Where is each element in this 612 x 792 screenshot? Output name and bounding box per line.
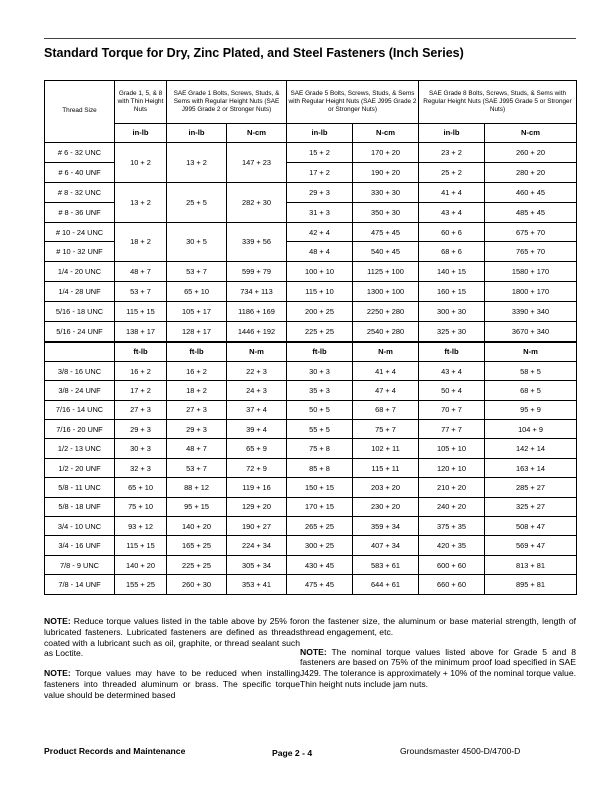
torque-value-cell: 225 + 25 (167, 555, 227, 574)
torque-value-cell: 47 + 4 (353, 381, 419, 400)
thread-size-cell: 1/2 - 20 UNF (45, 458, 115, 477)
torque-value-cell: 60 + 6 (419, 222, 485, 242)
torque-value-cell: 16 + 2 (167, 361, 227, 380)
thread-size-cell: 5/8 - 18 UNF (45, 497, 115, 516)
header-sae8: SAE Grade 8 Bolts, Screws, Studs, & Sems with Regular Height Nuts (SAE J995 Grade 5 or Stronger Nuts) (419, 81, 577, 124)
torque-value-cell: 93 + 12 (115, 517, 167, 536)
torque-value-cell: 203 + 20 (353, 478, 419, 497)
torque-value-cell: 129 + 20 (227, 497, 287, 516)
thread-size-cell: # 10 - 24 UNC (45, 222, 115, 242)
thread-size-cell: 5/16 - 24 UNF (45, 322, 115, 342)
torque-value-cell: 2250 + 280 (353, 302, 419, 322)
torque-value-cell: 72 + 9 (227, 458, 287, 477)
thread-size-cell: 1/2 - 13 UNC (45, 439, 115, 458)
header-row (45, 81, 577, 124)
torque-value-cell: 895 + 81 (485, 575, 577, 594)
torque-value-cell: 75 + 8 (287, 439, 353, 458)
torque-value-cell: 119 + 16 (227, 478, 287, 497)
torque-value-cell: 115 + 11 (353, 458, 419, 477)
table-row (45, 182, 577, 202)
torque-value-cell: 128 + 17 (167, 322, 227, 342)
unit-label: in-lb (115, 124, 167, 143)
thread-size-cell: # 8 - 36 UNF (45, 202, 115, 222)
torque-value-cell: 13 + 2 (115, 182, 167, 222)
torque-value-cell: 53 + 7 (115, 282, 167, 302)
torque-value-cell: 1186 + 169 (227, 302, 287, 322)
torque-value-cell: 55 + 5 (287, 420, 353, 439)
unit-label: N-m (353, 342, 419, 362)
table-row (45, 143, 577, 163)
footer-product-name: Groundsmaster 4500-D/4700-D (400, 746, 521, 756)
torque-value-cell: 140 + 15 (419, 262, 485, 282)
torque-value-cell: 24 + 3 (227, 381, 287, 400)
unit-label: N-m (485, 342, 577, 362)
units-row-lower (45, 342, 577, 362)
torque-value-cell: 170 + 15 (287, 497, 353, 516)
torque-value-cell: 23 + 2 (419, 143, 485, 163)
notes-right-column (300, 616, 576, 699)
unit-label: N-m (227, 342, 287, 362)
torque-value-cell: 120 + 10 (419, 458, 485, 477)
torque-value-cell: 339 + 56 (227, 222, 287, 262)
torque-value-cell: 300 + 25 (287, 536, 353, 555)
thread-size-cell: 3/8 - 16 UNC (45, 361, 115, 380)
torque-value-cell: 65 + 10 (167, 282, 227, 302)
torque-value-cell: 58 + 5 (485, 361, 577, 380)
torque-value-cell: 68 + 5 (485, 381, 577, 400)
top-rule (44, 38, 576, 39)
header-sae5: SAE Grade 5 Bolts, Screws, Studs, & Sems with Regular Height Nuts (SAE J995 Grade 2 or Stronger Nuts) (287, 81, 419, 124)
torque-value-cell: 1125 + 100 (353, 262, 419, 282)
footer-section-title: Product Records and Maintenance (44, 746, 186, 756)
torque-value-cell: 37 + 4 (227, 400, 287, 419)
torque-value-cell: 160 + 15 (419, 282, 485, 302)
torque-value-cell: 3390 + 340 (485, 302, 577, 322)
torque-value-cell: 29 + 3 (287, 182, 353, 202)
thread-size-cell: 3/4 - 16 UNF (45, 536, 115, 555)
unit-label: in-lb (419, 124, 485, 143)
torque-value-cell: 190 + 20 (353, 162, 419, 182)
thread-size-cell: 5/8 - 11 UNC (45, 478, 115, 497)
torque-value-cell: 29 + 3 (115, 420, 167, 439)
torque-value-cell: 350 + 30 (353, 202, 419, 222)
thread-size-cell: 7/16 - 14 UNC (45, 400, 115, 419)
torque-value-cell: 163 + 14 (485, 458, 577, 477)
torque-value-cell: 30 + 3 (287, 361, 353, 380)
table-row (45, 439, 577, 458)
torque-value-cell: 65 + 10 (115, 478, 167, 497)
unit-label: ft-lb (115, 342, 167, 362)
thread-size-cell: 3/8 - 24 UNF (45, 381, 115, 400)
torque-value-cell: 77 + 7 (419, 420, 485, 439)
note-nominal-torque: NOTE: The nominal torque values listed above for Grade 5 and 8 fasteners are based on 75% of the minimum proof load specified in SAE J429. The tolerance is approximately + 10% of the nominal torque value. Thin height nuts include jam nuts. (300, 646, 577, 689)
note-aluminum: NOTE: Torque values may have to be reduced when installing fasteners into threaded aluminum or brass. The specific torque value should be determined based (44, 668, 301, 700)
thread-size-cell: 5/16 - 18 UNC (45, 302, 115, 322)
torque-value-cell: 280 + 20 (485, 162, 577, 182)
torque-value-cell: 142 + 14 (485, 439, 577, 458)
torque-value-cell: 375 + 35 (419, 517, 485, 536)
table-row (45, 262, 577, 282)
unit-label: N-cm (353, 124, 419, 143)
torque-value-cell: 115 + 10 (287, 282, 353, 302)
torque-value-cell: 675 + 70 (485, 222, 577, 242)
torque-value-cell: 210 + 20 (419, 478, 485, 497)
table-row (45, 302, 577, 322)
torque-value-cell: 1300 + 100 (353, 282, 419, 302)
table-row (45, 478, 577, 497)
torque-value-cell: 102 + 11 (353, 439, 419, 458)
torque-value-cell: 265 + 25 (287, 517, 353, 536)
torque-value-cell: 285 + 27 (485, 478, 577, 497)
torque-value-cell: 29 + 3 (167, 420, 227, 439)
torque-value-cell: 540 + 45 (353, 242, 419, 262)
torque-value-cell: 35 + 3 (287, 381, 353, 400)
torque-value-cell: 13 + 2 (167, 143, 227, 183)
unit-label: in-lb (287, 124, 353, 143)
torque-value-cell: 230 + 20 (353, 497, 419, 516)
unit-label: ft-lb (167, 342, 227, 362)
torque-value-cell: 39 + 4 (227, 420, 287, 439)
unit-label-blank (45, 342, 115, 362)
torque-value-cell: 42 + 4 (287, 222, 353, 242)
torque-value-cell: 25 + 2 (419, 162, 485, 182)
note-lubricated: NOTE: Reduce torque values listed in the table above by 25% for lubricated fasteners. Lubricated fasteners are defined as threads coated with a lubricant such as oil, graphite, or thread sealant such as Loctite. (44, 616, 301, 659)
torque-value-cell: 75 + 10 (115, 497, 167, 516)
torque-value-cell: 1800 + 170 (485, 282, 577, 302)
torque-value-cell: 240 + 20 (419, 497, 485, 516)
torque-value-cell: 41 + 4 (353, 361, 419, 380)
torque-value-cell: 68 + 7 (353, 400, 419, 419)
torque-value-cell: 140 + 20 (115, 555, 167, 574)
torque-value-cell: 50 + 5 (287, 400, 353, 419)
table-row (45, 381, 577, 400)
torque-value-cell: 224 + 34 (227, 536, 287, 555)
torque-value-cell: 105 + 17 (167, 302, 227, 322)
torque-value-cell: 300 + 30 (419, 302, 485, 322)
header-grade1: Grade 1, 5, & 8 with Thin Height Nuts (115, 81, 167, 124)
lower-table-body (45, 342, 577, 594)
torque-value-cell: 569 + 47 (485, 536, 577, 555)
unit-label: N-cm (485, 124, 577, 143)
torque-value-cell: 115 + 15 (115, 536, 167, 555)
torque-value-cell: 48 + 7 (167, 439, 227, 458)
torque-value-cell: 105 + 10 (419, 439, 485, 458)
torque-value-cell: 475 + 45 (353, 222, 419, 242)
torque-value-cell: 734 + 113 (227, 282, 287, 302)
torque-value-cell: 200 + 25 (287, 302, 353, 322)
thread-size-cell: 3/4 - 10 UNC (45, 517, 115, 536)
torque-value-cell: 359 + 34 (353, 517, 419, 536)
torque-value-cell: 644 + 61 (353, 575, 419, 594)
torque-value-cell: 32 + 3 (115, 458, 167, 477)
torque-value-cell: 260 + 30 (167, 575, 227, 594)
torque-value-cell: 17 + 2 (287, 162, 353, 182)
header-sae1: SAE Grade 1 Bolts, Screws, Studs, & Sems with Regular Height Nuts (SAE J995 Grade 2 or Stronger Nuts) (167, 81, 287, 124)
torque-value-cell: 15 + 2 (287, 143, 353, 163)
table-row (45, 420, 577, 439)
torque-value-cell: 765 + 70 (485, 242, 577, 262)
torque-value-cell: 115 + 15 (115, 302, 167, 322)
torque-value-cell: 150 + 15 (287, 478, 353, 497)
torque-value-cell: 600 + 60 (419, 555, 485, 574)
torque-value-cell: 16 + 2 (115, 361, 167, 380)
torque-value-cell: 1446 + 192 (227, 322, 287, 342)
torque-value-cell: 43 + 4 (419, 361, 485, 380)
torque-value-cell: 165 + 25 (167, 536, 227, 555)
torque-value-cell: 508 + 47 (485, 517, 577, 536)
torque-value-cell: 95 + 9 (485, 400, 577, 419)
thread-size-cell: 1/4 - 28 UNF (45, 282, 115, 302)
torque-value-cell: 138 + 17 (115, 322, 167, 342)
torque-value-cell: 2540 + 280 (353, 322, 419, 342)
torque-value-cell: 17 + 2 (115, 381, 167, 400)
torque-value-cell: 68 + 6 (419, 242, 485, 262)
units-row-upper (45, 124, 577, 143)
torque-value-cell: 660 + 60 (419, 575, 485, 594)
thread-size-cell: 1/4 - 20 UNC (45, 262, 115, 282)
thread-size-cell: 7/16 - 20 UNF (45, 420, 115, 439)
torque-value-cell: 475 + 45 (287, 575, 353, 594)
torque-value-cell: 813 + 81 (485, 555, 577, 574)
torque-value-cell: 260 + 20 (485, 143, 577, 163)
unit-label: N-cm (227, 124, 287, 143)
header-thread-size: Thread Size (45, 81, 115, 143)
unit-label: in-lb (167, 124, 227, 143)
torque-value-cell: 583 + 61 (353, 555, 419, 574)
note-aluminum-continued: on the fastener size, the aluminum or base material strength, length of thread engagement, etc. (300, 616, 576, 637)
table-row (45, 497, 577, 516)
torque-value-cell: 75 + 7 (353, 420, 419, 439)
torque-value-cell: 27 + 3 (167, 400, 227, 419)
torque-value-cell: 282 + 30 (227, 182, 287, 222)
torque-value-cell: 30 + 5 (167, 222, 227, 262)
torque-value-cell: 18 + 2 (167, 381, 227, 400)
torque-value-cell: 407 + 34 (353, 536, 419, 555)
torque-value-cell: 48 + 4 (287, 242, 353, 262)
torque-value-cell: 225 + 25 (287, 322, 353, 342)
thread-size-cell: # 8 - 32 UNC (45, 182, 115, 202)
torque-value-cell: 85 + 8 (287, 458, 353, 477)
torque-value-cell: 460 + 45 (485, 182, 577, 202)
table-row (45, 222, 577, 242)
torque-value-cell: 27 + 3 (115, 400, 167, 419)
thread-size-cell: # 6 - 32 UNC (45, 143, 115, 163)
torque-value-cell: 3670 + 340 (485, 322, 577, 342)
thread-size-cell: 7/8 - 9 UNC (45, 555, 115, 574)
torque-value-cell: 147 + 23 (227, 143, 287, 183)
table-row (45, 361, 577, 380)
torque-value-cell: 1580 + 170 (485, 262, 577, 282)
torque-value-cell: 43 + 4 (419, 202, 485, 222)
unit-label: ft-lb (419, 342, 485, 362)
thread-size-cell: # 6 - 40 UNF (45, 162, 115, 182)
table-row (45, 575, 577, 594)
torque-value-cell: 30 + 3 (115, 439, 167, 458)
torque-value-cell: 170 + 20 (353, 143, 419, 163)
thread-size-cell: 7/8 - 14 UNF (45, 575, 115, 594)
torque-value-cell: 305 + 34 (227, 555, 287, 574)
torque-value-cell: 325 + 30 (419, 322, 485, 342)
torque-value-cell: 31 + 3 (287, 202, 353, 222)
table-row (45, 555, 577, 574)
torque-value-cell: 330 + 30 (353, 182, 419, 202)
torque-value-cell: 48 + 7 (115, 262, 167, 282)
upper-table-body (45, 143, 577, 342)
table-row (45, 322, 577, 342)
torque-value-cell: 22 + 3 (227, 361, 287, 380)
torque-value-cell: 70 + 7 (419, 400, 485, 419)
torque-value-cell: 65 + 9 (227, 439, 287, 458)
torque-value-cell: 50 + 4 (419, 381, 485, 400)
torque-value-cell: 104 + 9 (485, 420, 577, 439)
torque-value-cell: 599 + 79 (227, 262, 287, 282)
table-row (45, 517, 577, 536)
torque-value-cell: 353 + 41 (227, 575, 287, 594)
unit-label: ft-lb (287, 342, 353, 362)
torque-value-cell: 88 + 12 (167, 478, 227, 497)
table-row (45, 282, 577, 302)
torque-value-cell: 420 + 35 (419, 536, 485, 555)
torque-value-cell: 155 + 25 (115, 575, 167, 594)
torque-value-cell: 10 + 2 (115, 143, 167, 183)
torque-table (44, 80, 577, 595)
torque-value-cell: 325 + 27 (485, 497, 577, 516)
table-row (45, 458, 577, 477)
torque-value-cell: 41 + 4 (419, 182, 485, 202)
torque-value-cell: 190 + 27 (227, 517, 287, 536)
thread-size-cell: # 10 - 32 UNF (45, 242, 115, 262)
torque-value-cell: 430 + 45 (287, 555, 353, 574)
page-title: Standard Torque for Dry, Zinc Plated, and Steel Fasteners (Inch Series) (44, 46, 464, 60)
torque-value-cell: 95 + 15 (167, 497, 227, 516)
notes-left-column (44, 616, 300, 710)
table-row (45, 400, 577, 419)
torque-value-cell: 53 + 7 (167, 262, 227, 282)
torque-value-cell: 25 + 5 (167, 182, 227, 222)
torque-value-cell: 18 + 2 (115, 222, 167, 262)
table-row (45, 536, 577, 555)
footer-page-number: Page 2 - 4 (272, 748, 313, 758)
torque-value-cell: 53 + 7 (167, 458, 227, 477)
torque-value-cell: 140 + 20 (167, 517, 227, 536)
torque-value-cell: 485 + 45 (485, 202, 577, 222)
torque-value-cell: 100 + 10 (287, 262, 353, 282)
